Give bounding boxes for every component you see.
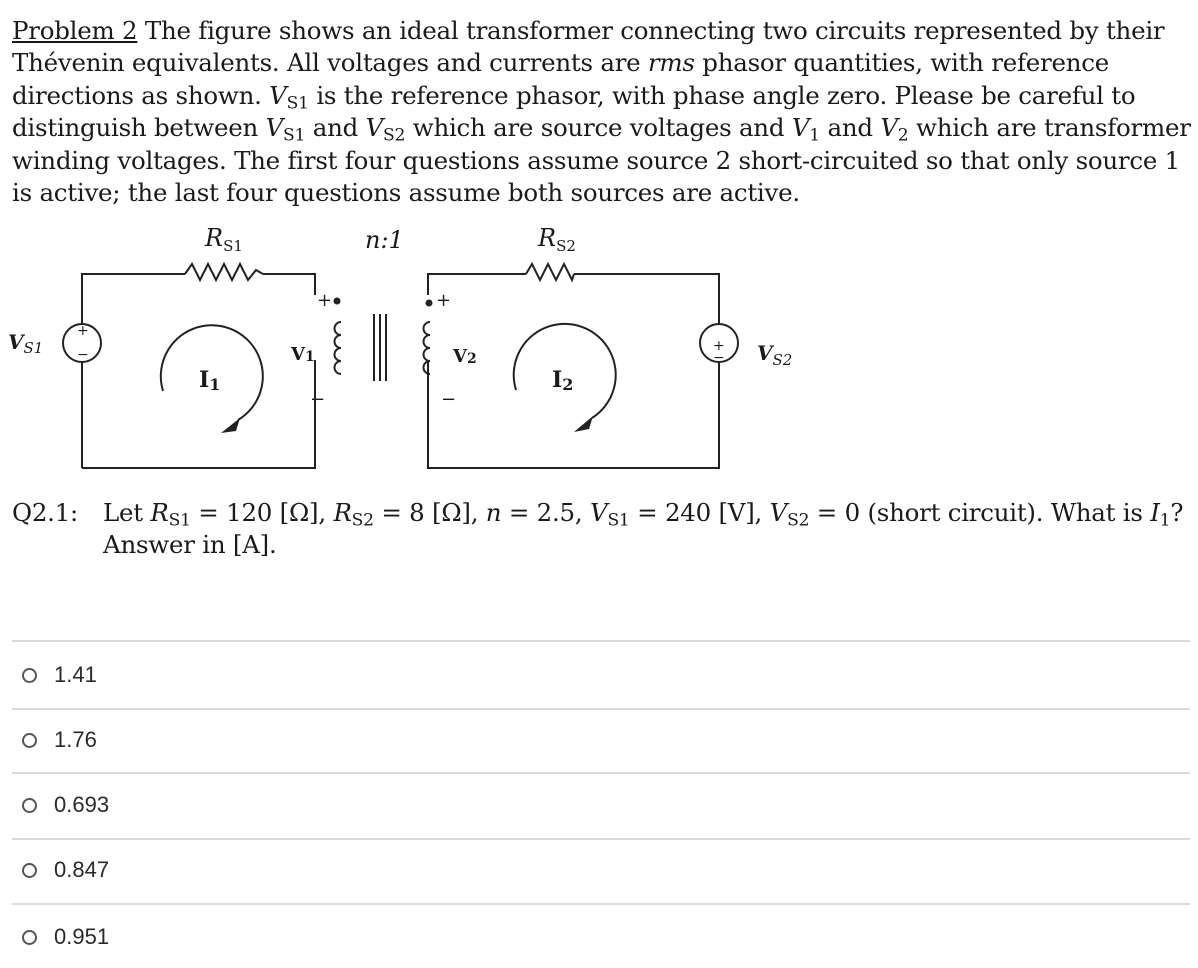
divider [12, 708, 1190, 710]
vs1-minus: − [77, 347, 89, 363]
radio-button[interactable] [22, 798, 37, 813]
answer-option[interactable] [22, 855, 109, 885]
option-label: 0.951 [54, 924, 110, 949]
wire [82, 274, 185, 324]
primary-dot [334, 298, 341, 305]
divider [12, 838, 1190, 840]
answer-option[interactable] [22, 790, 109, 820]
answer-option[interactable] [22, 922, 109, 952]
secondary-dot [426, 300, 433, 307]
secondary-coil [424, 322, 431, 374]
i1-arrowhead [221, 418, 240, 433]
primary-plus: + [317, 290, 333, 311]
circuit-diagram [0, 215, 1198, 480]
option-label: 0.847 [54, 857, 110, 882]
rs2-resistor [526, 264, 574, 280]
radio-button[interactable] [22, 863, 37, 878]
rs1-resistor [185, 264, 263, 280]
question-number: Q2.1: [12, 498, 79, 527]
v1-label: V1 [291, 344, 315, 365]
i2-label: I2 [552, 367, 574, 394]
vs1-plus: + [77, 323, 89, 339]
divider [12, 772, 1190, 774]
vs2-label: $V_{S2}$ [757, 341, 793, 369]
vs2-plus: + [713, 338, 725, 354]
problem-heading: Problem 2 [12, 16, 138, 45]
primary-minus: − [310, 389, 326, 410]
radio-button[interactable] [22, 930, 37, 945]
i2-loop-arrow [514, 324, 616, 418]
radio-button[interactable] [22, 733, 37, 748]
vs1-label: $V_{S1}$ [8, 330, 44, 357]
i1-loop-arrow [161, 325, 263, 420]
option-label: 1.76 [54, 727, 97, 752]
primary-coil [335, 322, 342, 374]
secondary-plus: + [436, 290, 452, 311]
option-label: 0.693 [54, 792, 110, 817]
divider [12, 640, 1190, 642]
option-label: 1.41 [54, 662, 97, 687]
rs1-label: $R_{S1}$ [205, 224, 243, 255]
ratio-label: n:1 [365, 226, 404, 254]
radio-button[interactable] [22, 668, 37, 683]
answer-option[interactable] [22, 660, 97, 690]
question-body: Let $R_{S1} = 120$ [Ω], $R_{S2} = 8$ [Ω], n = 2.5, $V_{S1} = 240$ [V], $V_{S2} = 0$ (short circuit). What is $I_1$? Answer in [A]. [103, 498, 1184, 559]
problem-statement: Problem 2 The figure shows an ideal transformer connecting two circuits represented by their Thévenin equivalents. All voltages and currents are rms phasor quantities, with reference directions as shown. $V_{S1}$ is the reference phasor, with phase angle zero. Please be careful to distinguish between $V_{S1}$ and $V_{S2}$ which are source voltages and $V_1$ and $V_2$ which are transformer winding voltages. The first four questions assume source 2 short-circuited so that only source 1 is active; the last four questions assume both sources are active. [12, 16, 1191, 208]
vs2-minus: − [713, 350, 725, 366]
i1-label: I1 [199, 367, 221, 394]
divider [12, 903, 1190, 905]
answer-option[interactable] [22, 725, 97, 755]
secondary-minus: − [441, 389, 457, 410]
rs2-label: $R_{S2}$ [538, 224, 576, 255]
i2-arrowhead [574, 416, 593, 432]
v2-label: V2 [453, 346, 477, 367]
